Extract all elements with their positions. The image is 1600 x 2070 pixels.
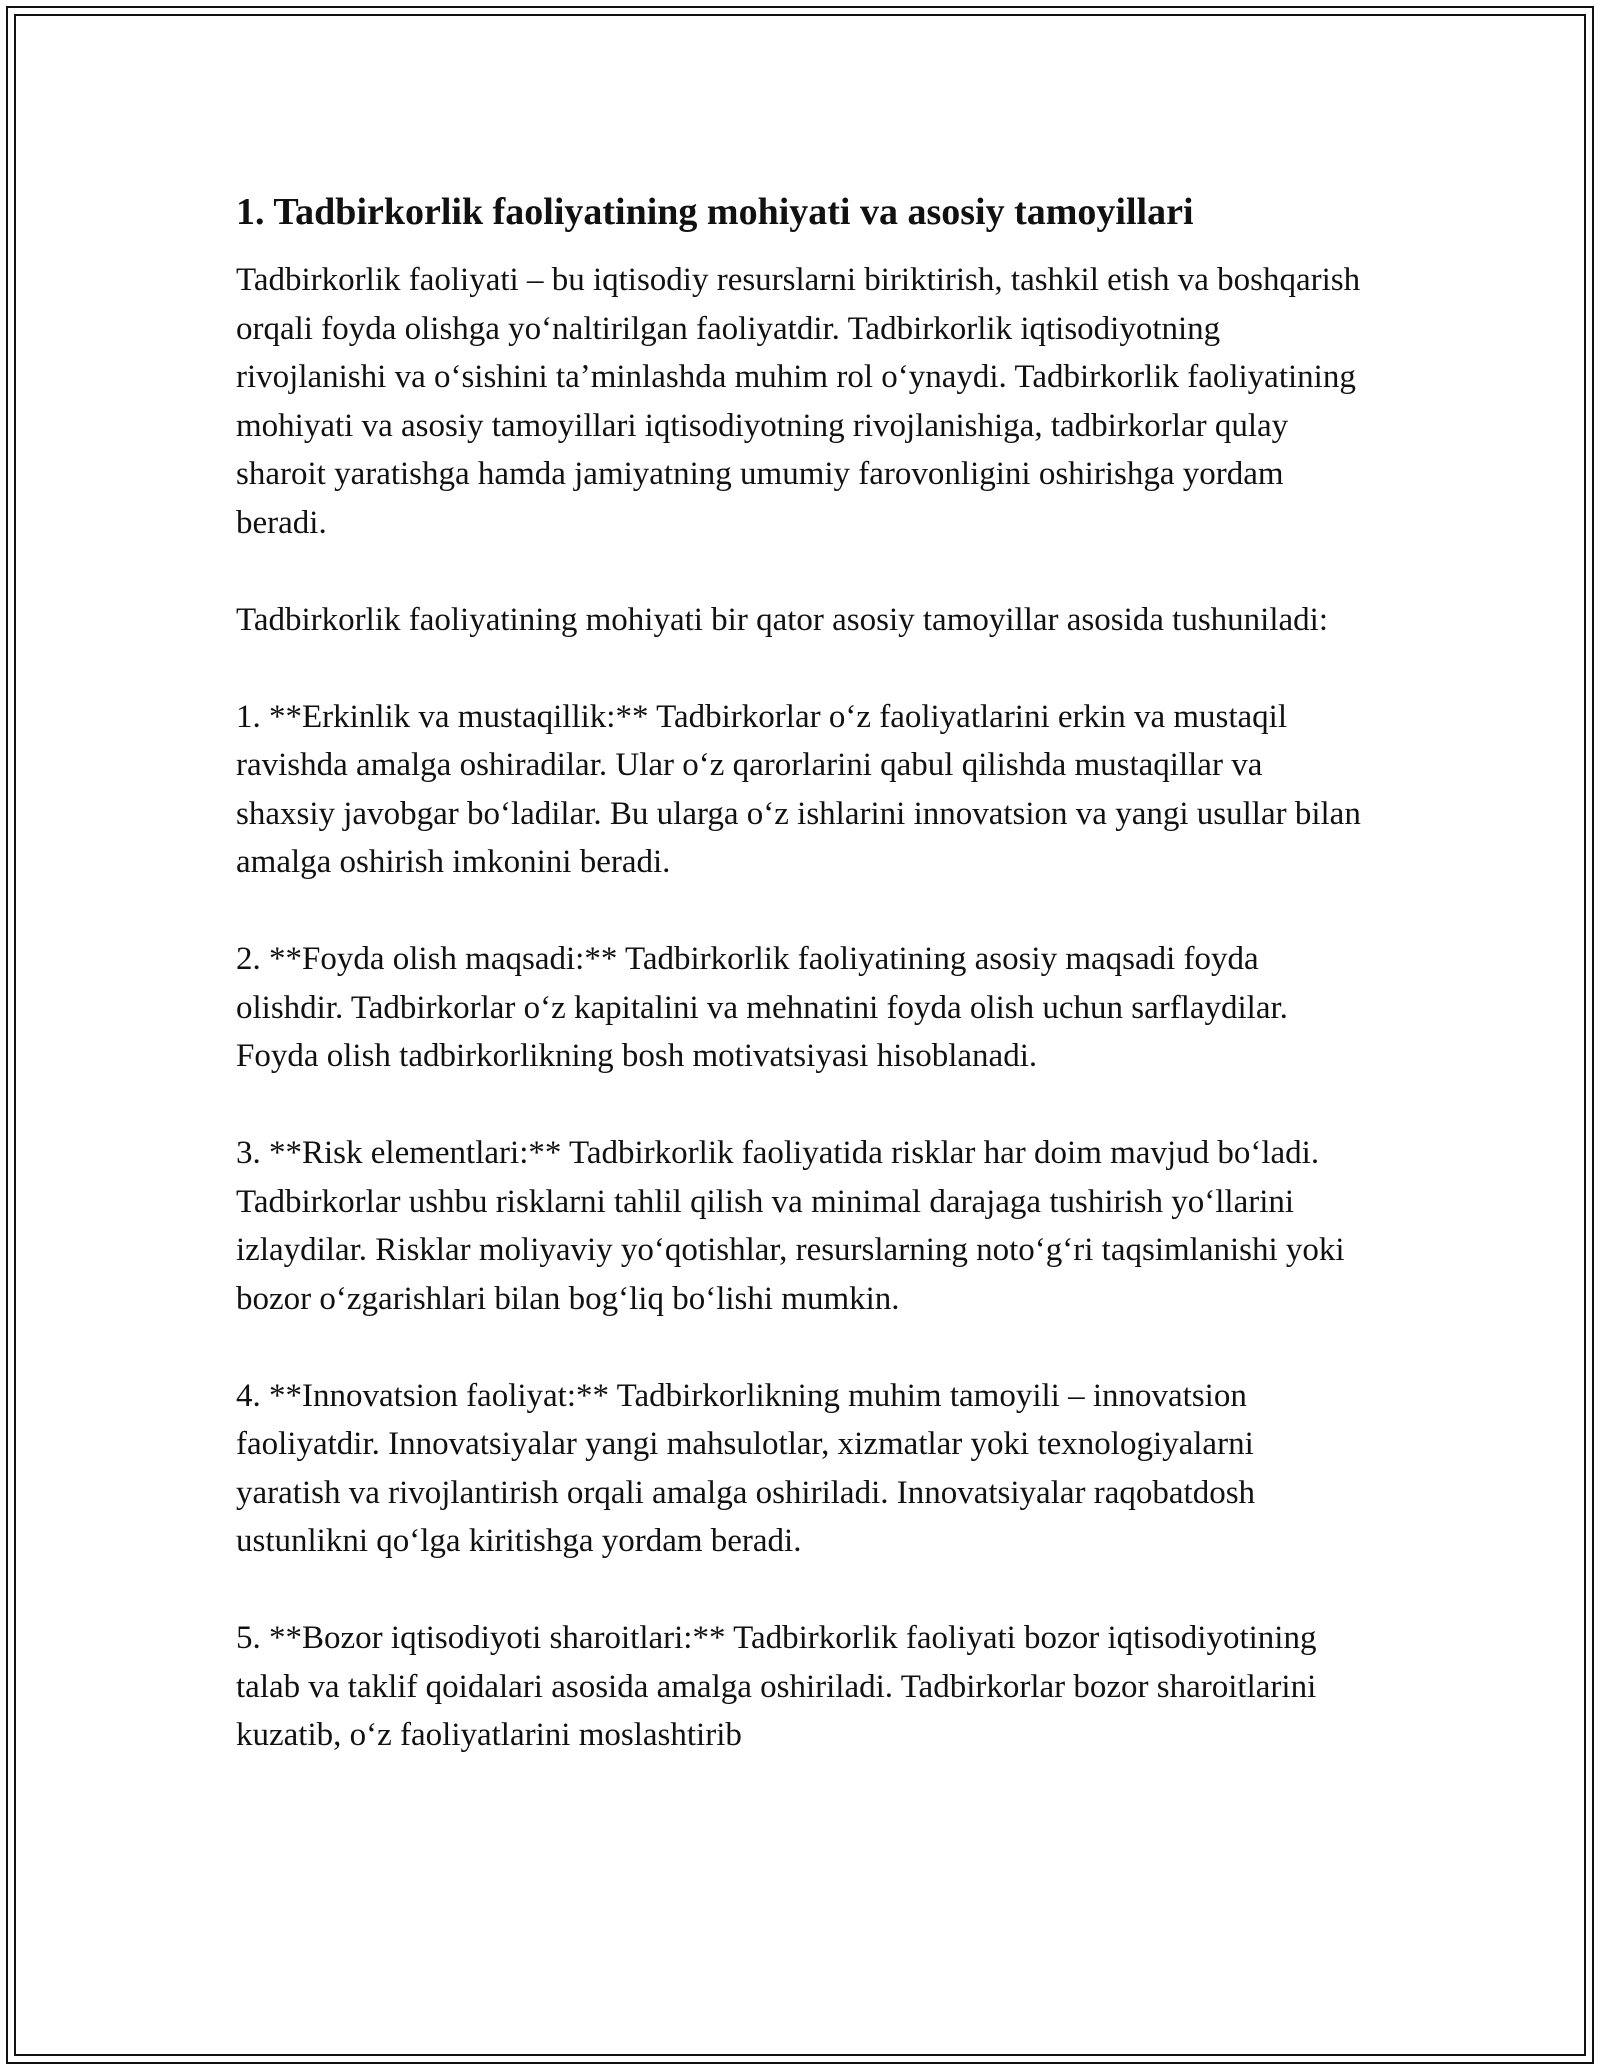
section-heading: 1. Tadbirkorlik faoliyatining mohiyati va asosiy tamoyillari <box>236 191 1194 233</box>
document-body <box>236 186 1366 1808</box>
intro-paragraph: Tadbirkorlik faoliyati – bu iqtisodiy resurslarni biriktirish, tashkil etish va boshqarish orqali foyda olishga yoʻnaltirilgan faoliyatdir. Tadbirkorlik iqtisodiyotning rivojlanishi va oʻsishini taʼminlashda muhim rol oʻynaydi. Tadbirkorlik faoliyatining mohiyati va asosiy tamoyillari iqtisodiyotning rivojlanishiga, tadbirkorlar qulay sharoit yaratishga hamda jamiyatning umumiy farovonligini oshirishga yordam beradi. <box>236 262 1361 541</box>
principle-item-risk: 3. **Risk elementlari:** Tadbirkorlik faoliyatida risklar har doim mavjud boʻladi. Tadbirkorlar ushbu risklarni tahlil qilish va minimal darajaga tushirish yoʻllarini izlaydilar. Risklar moliyaviy yoʻqotishlar, resurslarning notoʻgʻri taqsimlanishi yoki bozor oʻzgarishlari bilan bogʻliq boʻlishi mumkin. <box>236 1135 1345 1317</box>
principles-lead-paragraph: Tadbirkorlik faoliyatining mohiyati bir qator asosiy tamoyillar asosida tushuniladi: <box>236 601 1328 638</box>
principle-item-innovation: 4. **Innovatsion faoliyat:** Tadbirkorlikning muhim tamoyili – innovatsion faoliyatdir. Innovatsiyalar yangi mahsulotlar, xizmatlar yoki texnologiyalarni yaratish va rivojlantirish orqali amalga oshiriladi. Innovatsiyalar raqobatdosh ustunlikni qoʻlga kiritishga yordam beradi. <box>236 1377 1256 1559</box>
principle-item-market: 5. **Bozor iqtisodiyoti sharoitlari:** Tadbirkorlik faoliyati bozor iqtisodiyotining talab va taklif qoidalari asosida amalga oshiriladi. Tadbirkorlar bozor sharoitlarini kuzatib, oʻz faoliyatlarini moslashtirib <box>236 1620 1317 1753</box>
principle-item-freedom: 1. **Erkinlik va mustaqillik:** Tadbirkorlar oʻz faoliyatlarini erkin va mustaqil ravishda amalga oshiradilar. Ular oʻz qarorlarini qabul qilishda mustaqillar va shaxsiy javobgar boʻladilar. Bu ularga oʻz ishlarini innovatsion va yangi usullar bilan amalga oshirish imkonini beradi. <box>236 698 1361 880</box>
principle-item-profit: 2. **Foyda olish maqsadi:** Tadbirkorlik faoliyatining asosiy maqsadi foyda olishdir. Tadbirkorlar oʻz kapitalini va mehnatini foyda olish uchun sarflaydilar. Foyda olish tadbirkorlikning bosh motivatsiyasi hisoblanadi. <box>236 941 1288 1074</box>
